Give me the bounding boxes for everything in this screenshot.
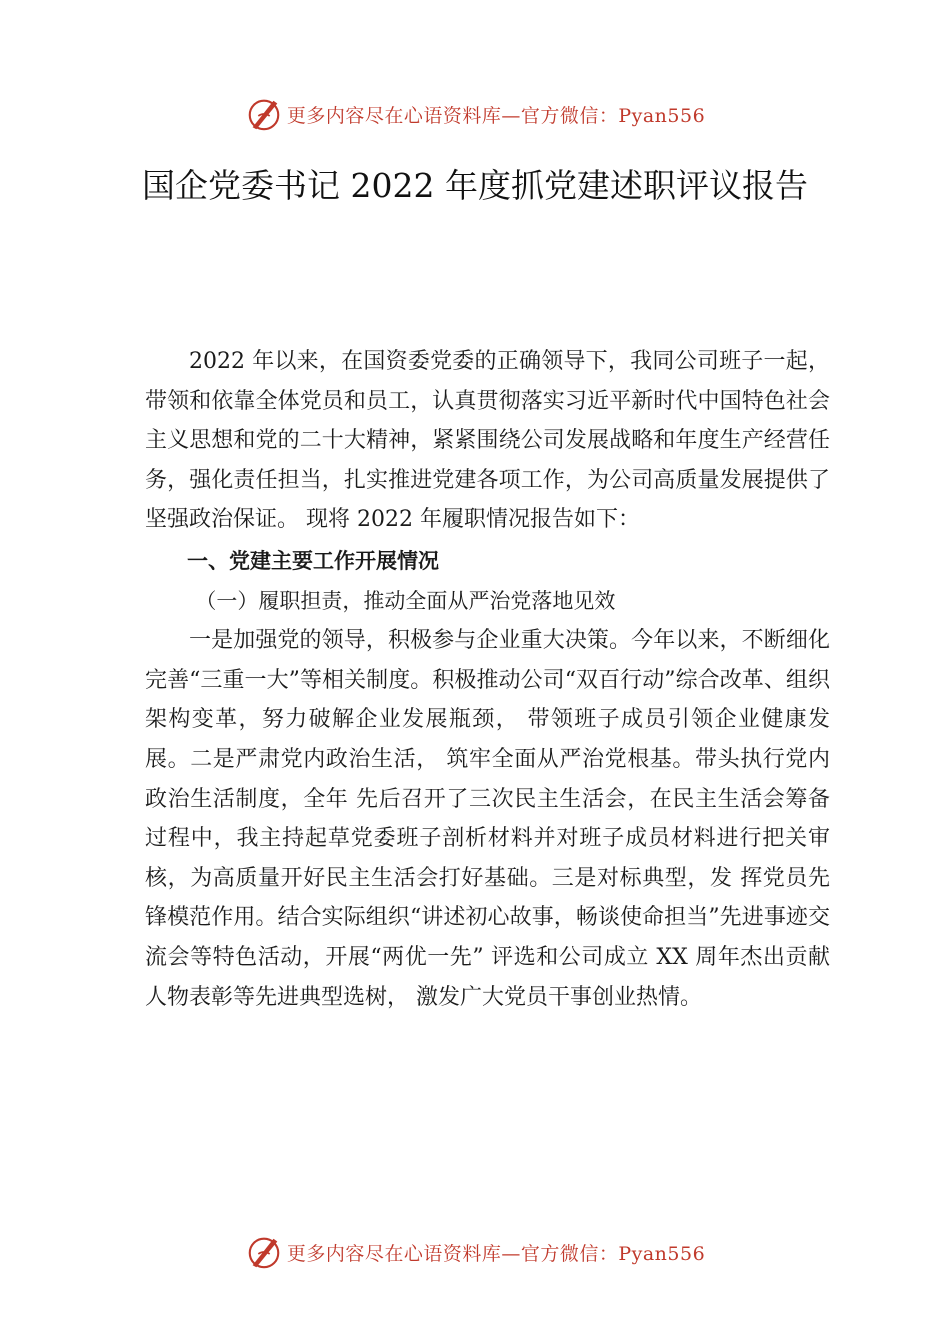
document-title: 国企党委书记 2022 年度抓党建述职评议报告 xyxy=(142,166,808,205)
pen-circle-logo-icon xyxy=(245,1233,283,1271)
header-banner xyxy=(0,92,950,136)
section-heading: 一、党建主要工作开展情况 xyxy=(187,548,439,573)
intro-paragraph: 2022 年以来，在国资委党委的正确领导下，我同公司班子一起，带领和依靠全体党员和员工，认真贯彻落实习近平新时代中国特色社会主义思想和党的二十大精神，紧紧围绕公司发展战略和年度生产经营任务，强化责任担当，扎实推进党建各项工作，为公司高质量发展提供了坚强政治保证。 现将 2022 年履职情况报告如下： xyxy=(145,349,830,533)
banner-text: 更多内容尽在心语资料库—官方微信：Pyan556 xyxy=(286,104,706,127)
footer-banner xyxy=(0,1230,950,1274)
subsection-heading: （一）履职担责，推动全面从严治党落地见效 xyxy=(195,588,616,613)
subsection-paragraph: 一是加强党的领导，积极参与企业重大决策。今年以来，不断细化完善“三重一大”等相关制度。积极推动公司“双百行动”综合改革、组织架构变革，努力破解企业发展瓶颈， 带领班子成员引领企业健康发展。二是严肃党内政治生活， 筑牢全面从严治党根基。带头执行党内政治生活制度，全年 先后召开了三次民主生活会，在民主生活会筹备过程中，我主持起草党委班子剖析材料并对班子成员材料进行把关审核，为高质量开好民主生活会打好基础。三是对标典型，发 挥党员先锋模范作用。结合实际组织“讲述初心故事，畅谈使命担当”先进事迹交流会等特色活动，开展“两优一先” 评选和公司成立 XX 周年杰出贡献人物表彰等先进典型选树， 激发广大党员干事创业热情。 xyxy=(145,628,830,1010)
banner-text: 更多内容尽在心语资料库—官方微信：Pyan556 xyxy=(286,1242,706,1265)
pen-circle-logo-icon xyxy=(245,95,283,133)
document-body xyxy=(145,342,830,1017)
